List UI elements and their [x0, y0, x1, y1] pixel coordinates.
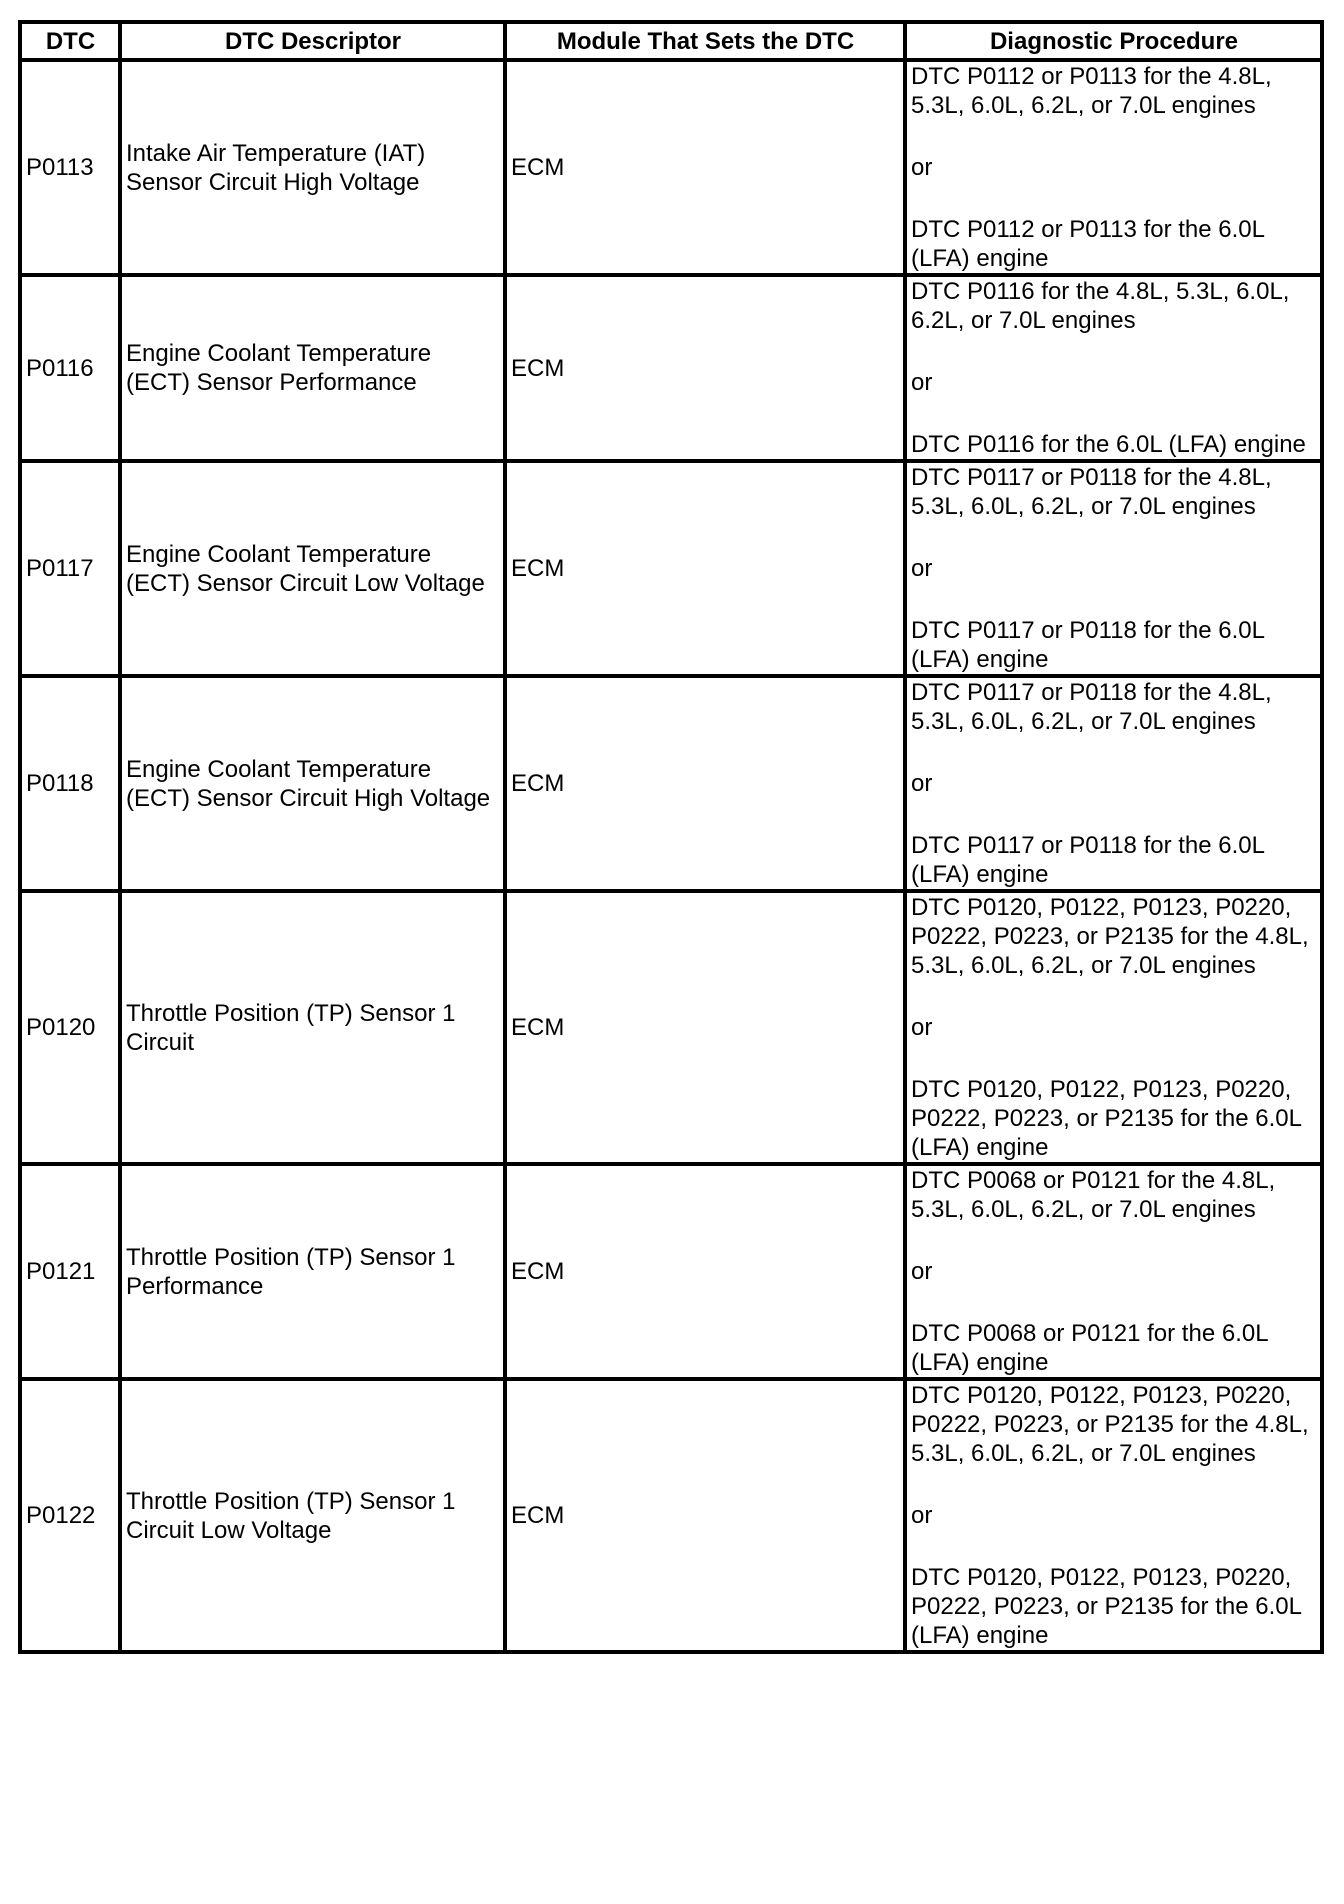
procedure-alternate: DTC P0120, P0122, P0123, P0220, P0222, P0223, or P2135 for the 6.0L (LFA) engine — [911, 1564, 1302, 1649]
diagnostic-procedure — [905, 676, 1322, 891]
diagnostic-procedure — [905, 1379, 1322, 1652]
dtc-code: P0122 — [20, 1379, 120, 1652]
procedure-primary: DTC P0120, P0122, P0123, P0220, P0222, P0223, or P2135 for the 4.8L, 5.3L, 6.0L, 6.2L, or 7.0L engines — [911, 1382, 1309, 1467]
dtc-code: P0121 — [20, 1164, 120, 1379]
diagnostic-procedure — [905, 1164, 1322, 1379]
dtc-code: P0117 — [20, 461, 120, 676]
dtc-descriptor: Engine Coolant Temperature (ECT) Sensor Performance — [120, 275, 505, 461]
table-row — [20, 676, 1322, 891]
header-row — [20, 22, 1322, 60]
dtc-code: P0116 — [20, 275, 120, 461]
dtc-descriptor: Throttle Position (TP) Sensor 1 Circuit — [120, 891, 505, 1164]
dtc-descriptor: Engine Coolant Temperature (ECT) Sensor Circuit High Voltage — [120, 676, 505, 891]
procedure-alternate: DTC P0068 or P0121 for the 6.0L (LFA) engine — [911, 1320, 1268, 1376]
table-row — [20, 461, 1322, 676]
header-module: Module That Sets the DTC — [505, 22, 905, 60]
diagnostic-procedure — [905, 461, 1322, 676]
header-descriptor: DTC Descriptor — [120, 22, 505, 60]
dtc-descriptor: Engine Coolant Temperature (ECT) Sensor Circuit Low Voltage — [120, 461, 505, 676]
procedure-or: or — [911, 1258, 933, 1285]
procedure-primary: DTC P0117 or P0118 for the 4.8L, 5.3L, 6.0L, 6.2L, or 7.0L engines — [911, 464, 1272, 520]
module-name: ECM — [505, 891, 905, 1164]
header-procedure: Diagnostic Procedure — [905, 22, 1322, 60]
dtc-descriptor: Throttle Position (TP) Sensor 1 Circuit Low Voltage — [120, 1379, 505, 1652]
module-name: ECM — [505, 275, 905, 461]
diagnostic-procedure — [905, 275, 1322, 461]
procedure-or: or — [911, 1014, 933, 1041]
procedure-or: or — [911, 770, 933, 797]
dtc-descriptor: Intake Air Temperature (IAT) Sensor Circuit High Voltage — [120, 60, 505, 275]
procedure-or: or — [911, 1502, 933, 1529]
procedure-alternate: DTC P0117 or P0118 for the 6.0L (LFA) engine — [911, 617, 1265, 673]
table-row — [20, 1164, 1322, 1379]
table-row — [20, 60, 1322, 275]
procedure-primary: DTC P0116 for the 4.8L, 5.3L, 6.0L, 6.2L, or 7.0L engines — [911, 278, 1290, 334]
dtc-code: P0118 — [20, 676, 120, 891]
dtc-code: P0120 — [20, 891, 120, 1164]
procedure-or: or — [911, 154, 933, 181]
procedure-primary: DTC P0112 or P0113 for the 4.8L, 5.3L, 6.0L, 6.2L, or 7.0L engines — [911, 63, 1272, 119]
procedure-alternate: DTC P0112 or P0113 for the 6.0L (LFA) engine — [911, 216, 1265, 272]
table-row — [20, 1379, 1322, 1652]
procedure-or: or — [911, 555, 933, 582]
header-dtc: DTC — [20, 22, 120, 60]
table-row — [20, 891, 1322, 1164]
procedure-alternate: DTC P0117 or P0118 for the 6.0L (LFA) engine — [911, 832, 1265, 888]
table-row — [20, 275, 1322, 461]
diagnostic-procedure — [905, 60, 1322, 275]
module-name: ECM — [505, 60, 905, 275]
diagnostic-procedure — [905, 891, 1322, 1164]
dtc-descriptor: Throttle Position (TP) Sensor 1 Performance — [120, 1164, 505, 1379]
procedure-or: or — [911, 369, 933, 396]
module-name: ECM — [505, 676, 905, 891]
module-name: ECM — [505, 461, 905, 676]
procedure-primary: DTC P0120, P0122, P0123, P0220, P0222, P0223, or P2135 for the 4.8L, 5.3L, 6.0L, 6.2L, or 7.0L engines — [911, 894, 1309, 979]
dtc-table — [18, 20, 1324, 1654]
procedure-alternate: DTC P0120, P0122, P0123, P0220, P0222, P0223, or P2135 for the 6.0L (LFA) engine — [911, 1076, 1302, 1161]
procedure-alternate: DTC P0116 for the 6.0L (LFA) engine — [911, 431, 1306, 458]
dtc-code: P0113 — [20, 60, 120, 275]
module-name: ECM — [505, 1164, 905, 1379]
module-name: ECM — [505, 1379, 905, 1652]
procedure-primary: DTC P0068 or P0121 for the 4.8L, 5.3L, 6.0L, 6.2L, or 7.0L engines — [911, 1167, 1276, 1223]
procedure-primary: DTC P0117 or P0118 for the 4.8L, 5.3L, 6.0L, 6.2L, or 7.0L engines — [911, 679, 1272, 735]
